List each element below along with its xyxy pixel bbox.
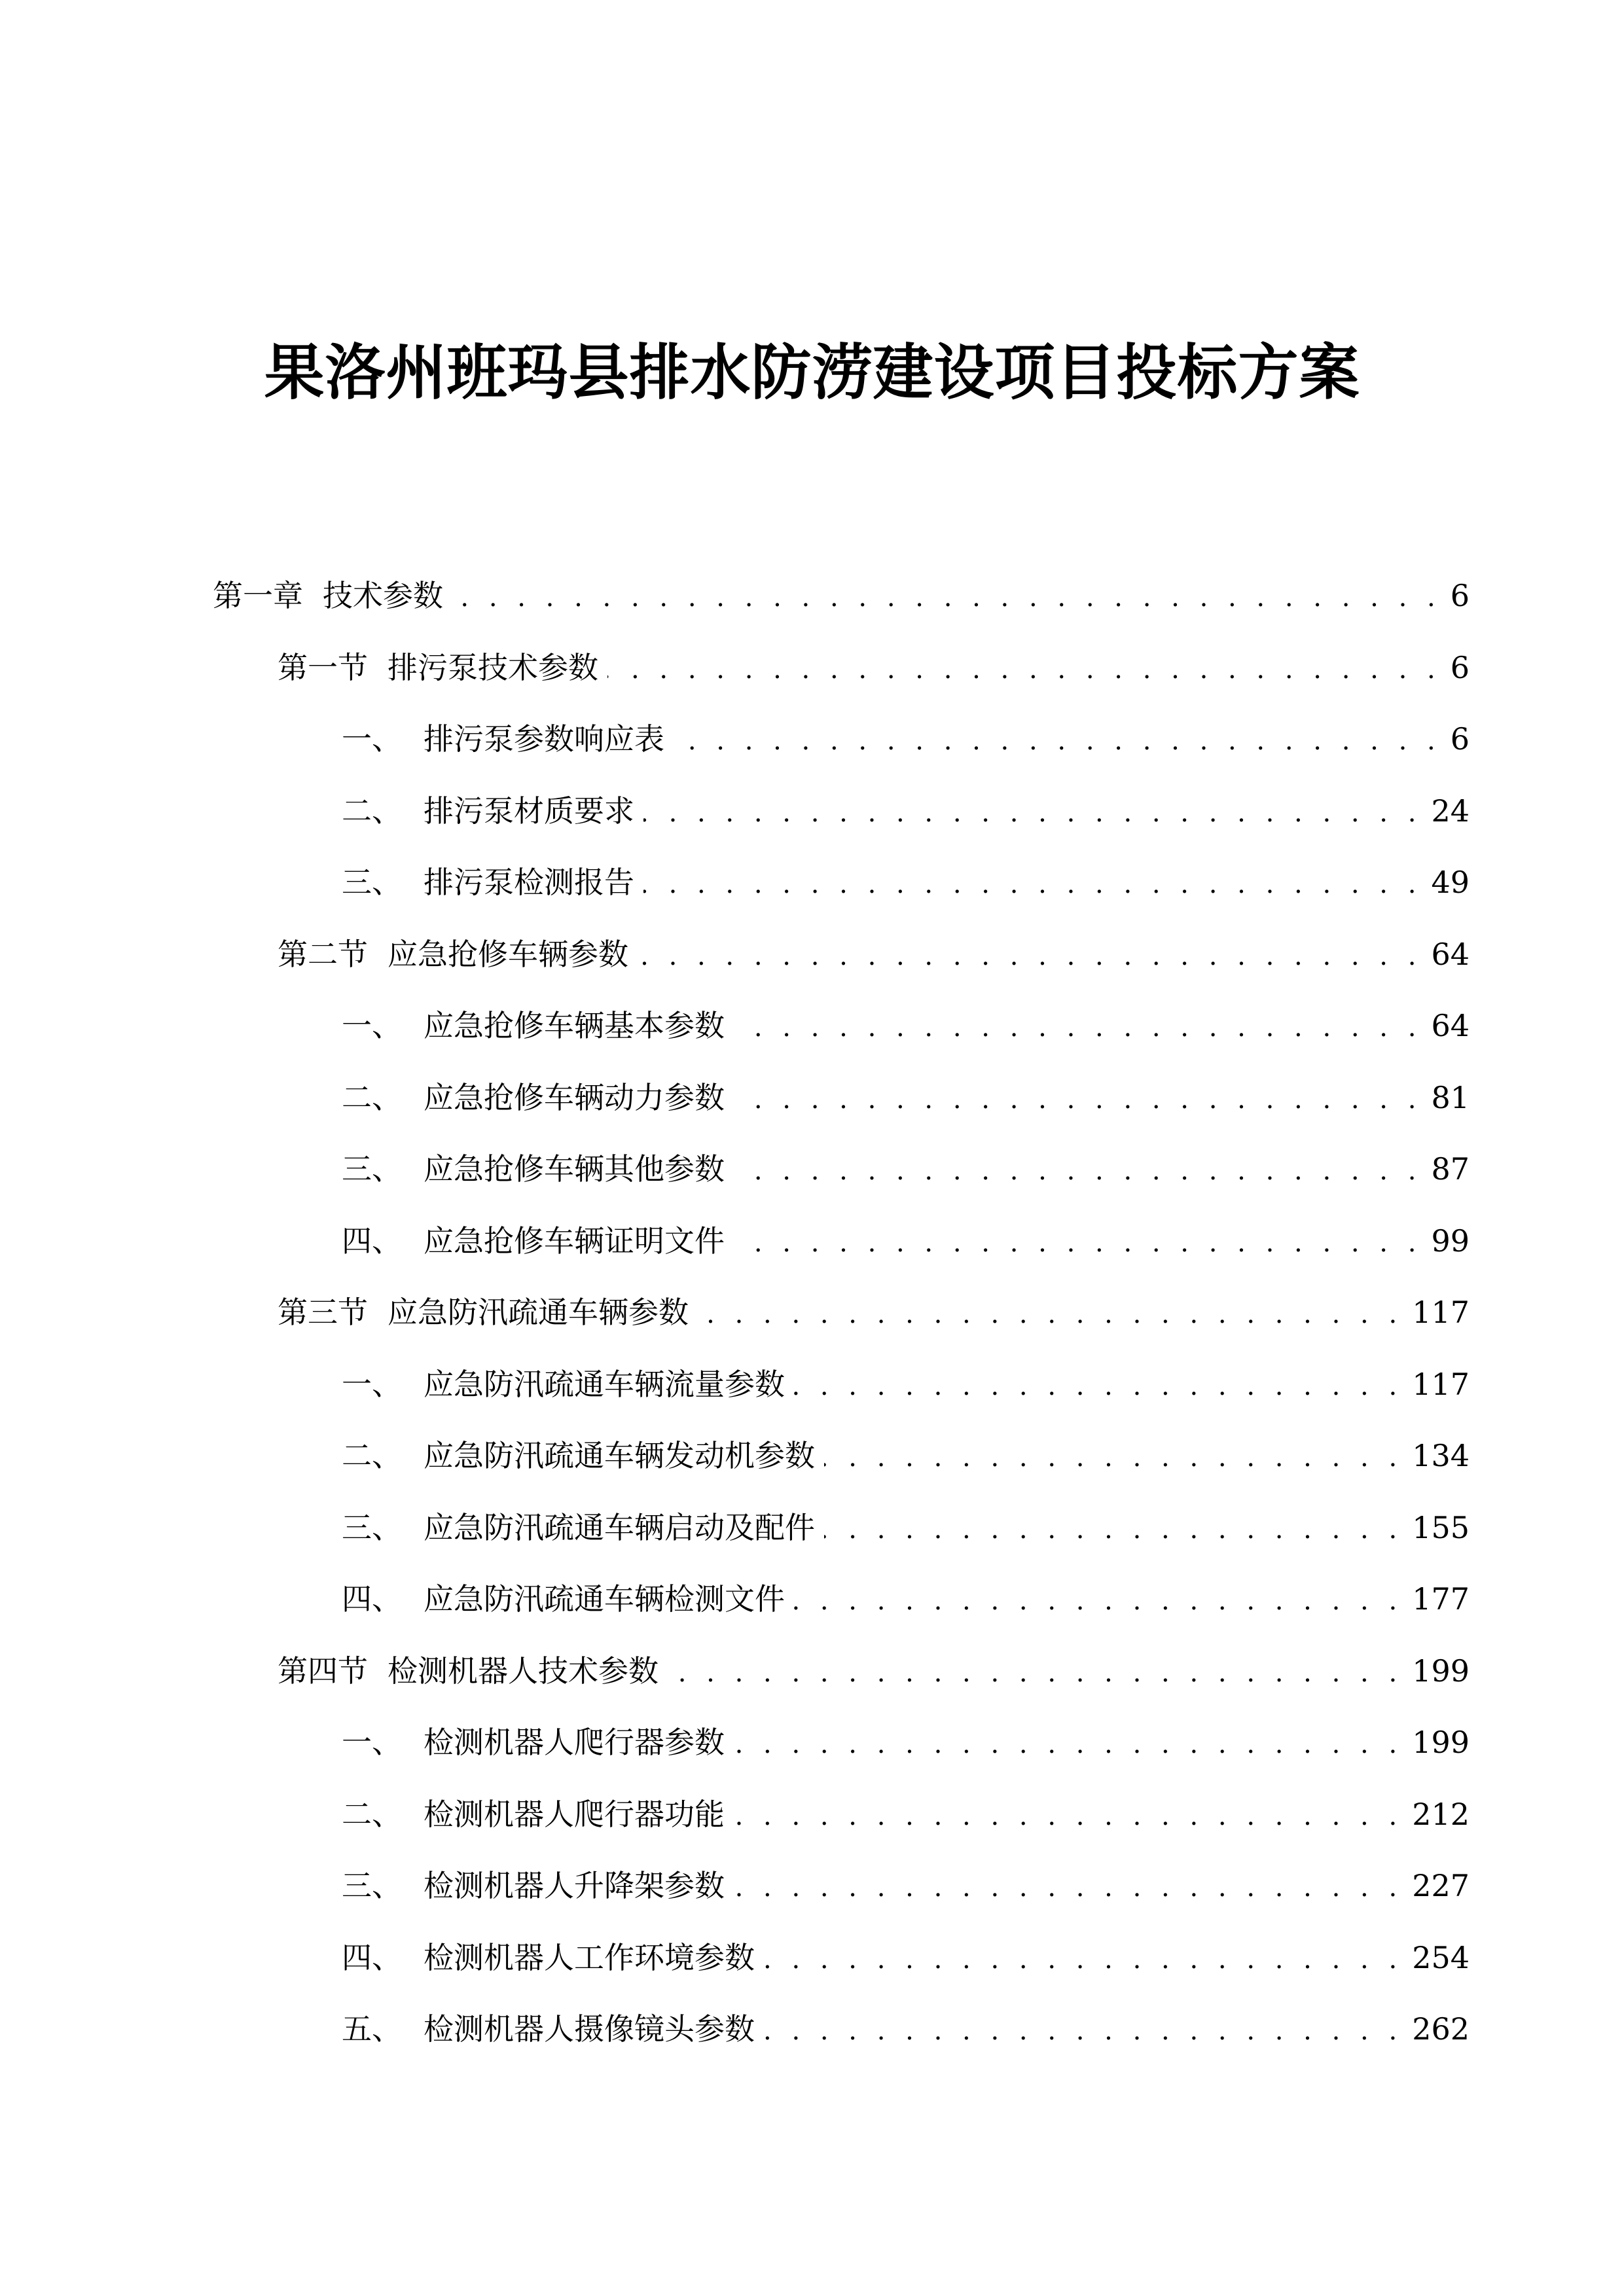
- toc-entry[interactable]: [278, 641, 1470, 694]
- toc-entry-title: 排污泵参数响应表: [424, 721, 664, 757]
- toc-entry-number: 二、: [342, 1796, 402, 1832]
- toc-entry[interactable]: [213, 569, 1470, 622]
- toc-dot-leader: [643, 787, 1422, 839]
- toc-page-number: 262: [1412, 2011, 1470, 2047]
- toc-entry-title: 检测机器人爬行器参数: [424, 1725, 725, 1760]
- toc-entry[interactable]: [342, 999, 1470, 1052]
- toc-dot-leader: [734, 1790, 1403, 1842]
- toc-dot-leader: [734, 1861, 1403, 1914]
- toc-entry[interactable]: [342, 2003, 1470, 2055]
- toc-dot-leader: [764, 2005, 1403, 2057]
- toc-dot-leader: [674, 715, 1441, 767]
- toc-page-number: 64: [1431, 1008, 1470, 1043]
- toc-entry-number: 四、: [342, 1581, 402, 1617]
- toc-page-number: 134: [1412, 1438, 1470, 1473]
- toc-entry-title: 技术参数: [323, 578, 443, 613]
- toc-page-number: 6: [1450, 649, 1470, 685]
- toc-entry-number: 三、: [342, 1868, 402, 1903]
- toc-entry-title: 应急抢修车辆证明文件: [424, 1223, 725, 1259]
- toc-entry[interactable]: [342, 1788, 1470, 1840]
- toc-entry-title: 应急防汛疏通车辆启动及配件: [424, 1509, 815, 1545]
- document-title: 果洛州班玛县排水防涝建设项目投标方案: [264, 338, 1360, 408]
- toc-entry-title: 应急抢修车辆动力参数: [424, 1079, 725, 1115]
- toc-entry-number: 三、: [342, 1509, 402, 1545]
- toc-entry-title: 排污泵检测报告: [424, 865, 634, 900]
- toc-entry-number: 第二节: [278, 936, 368, 972]
- toc-entry-number: 一、: [342, 1725, 402, 1760]
- toc-dot-leader: [638, 930, 1422, 982]
- toc-entry[interactable]: [342, 1143, 1470, 1195]
- toc-entry-title: 检测机器人摄像镜头参数: [424, 2011, 755, 2047]
- toc-entry-number: 一、: [342, 721, 402, 757]
- toc-entry-number: 一、: [342, 1008, 402, 1043]
- toc-entry[interactable]: [342, 1931, 1470, 1984]
- toc-page-number: 6: [1450, 578, 1470, 613]
- toc-dot-leader: [643, 858, 1422, 910]
- toc-dot-leader: [764, 1933, 1403, 1986]
- toc-page-number: 254: [1412, 1939, 1470, 1975]
- toc-entry[interactable]: [342, 1215, 1470, 1267]
- toc-dot-leader: [668, 1647, 1403, 1699]
- toc-entry-title: 应急防汛疏通车辆发动机参数: [424, 1438, 815, 1473]
- toc-entry-number: 第一章: [213, 578, 303, 613]
- toc-page-number: 81: [1431, 1079, 1470, 1115]
- toc-entry[interactable]: [342, 713, 1470, 765]
- toc-entry-title: 应急抢修车辆其他参数: [424, 1151, 725, 1187]
- toc-entry-number: 二、: [342, 1079, 402, 1115]
- toc-entry-number: 五、: [342, 2011, 402, 2047]
- toc-entry-title: 应急防汛疏通车辆参数: [388, 1295, 689, 1330]
- toc-entry-number: 第四节: [278, 1653, 368, 1689]
- toc-page-number: 155: [1412, 1509, 1470, 1545]
- toc-entry-number: 四、: [342, 1223, 402, 1259]
- toc-page-number: 199: [1412, 1653, 1470, 1689]
- toc-entry[interactable]: [342, 1859, 1470, 1912]
- toc-page-number: 227: [1412, 1868, 1470, 1903]
- toc-entry-title: 排污泵技术参数: [388, 649, 598, 685]
- toc-entry[interactable]: [342, 1501, 1470, 1554]
- toc-entry-number: 四、: [342, 1939, 402, 1975]
- toc-entry-number: 二、: [342, 793, 402, 829]
- toc-entry[interactable]: [278, 1645, 1470, 1697]
- toc-page-number: 6: [1450, 721, 1470, 757]
- toc-entry[interactable]: [342, 1358, 1470, 1410]
- toc-entry-number: 三、: [342, 1151, 402, 1187]
- toc-page-number: 199: [1412, 1725, 1470, 1760]
- toc-dot-leader: [824, 1431, 1403, 1484]
- toc-dot-leader: [734, 1145, 1422, 1197]
- toc-entry[interactable]: [278, 928, 1470, 980]
- toc-dot-leader: [824, 1503, 1403, 1556]
- toc-dot-leader: [734, 1217, 1422, 1269]
- toc-entry-title: 应急防汛疏通车辆流量参数: [424, 1366, 785, 1402]
- toc-page-number: 177: [1412, 1581, 1470, 1617]
- toc-page-number: 64: [1431, 936, 1470, 972]
- toc-entry-title: 检测机器人升降架参数: [424, 1868, 725, 1903]
- toc-dot-leader: [794, 1575, 1403, 1627]
- toc-entry[interactable]: [342, 1071, 1470, 1124]
- toc-dot-leader: [698, 1288, 1403, 1340]
- toc-page-number: 117: [1412, 1366, 1470, 1402]
- toc-entry-number: 三、: [342, 865, 402, 900]
- toc-dot-leader: [734, 1073, 1422, 1126]
- toc-dot-leader: [452, 571, 1441, 624]
- toc-dot-leader: [794, 1360, 1403, 1412]
- toc-page-number: 212: [1412, 1796, 1470, 1832]
- toc-entry[interactable]: [342, 1716, 1470, 1768]
- toc-entry[interactable]: [278, 1286, 1470, 1338]
- toc-page-number: 99: [1431, 1223, 1470, 1259]
- toc-entry-title: 排污泵材质要求: [424, 793, 634, 829]
- toc-entry[interactable]: [342, 1573, 1470, 1625]
- toc-entry-title: 检测机器人技术参数: [388, 1653, 659, 1689]
- toc-entry-title: 应急抢修车辆参数: [388, 936, 628, 972]
- toc-entry[interactable]: [342, 856, 1470, 908]
- toc-entry-number: 第三节: [278, 1295, 368, 1330]
- toc-entry[interactable]: [342, 1429, 1470, 1482]
- toc-page-number: 87: [1431, 1151, 1470, 1187]
- toc-dot-leader: [734, 1718, 1403, 1770]
- toc-dot-leader: [607, 643, 1441, 696]
- toc-page-number: 49: [1431, 865, 1470, 900]
- toc-entry-number: 第一节: [278, 649, 368, 685]
- toc-entry-title: 应急防汛疏通车辆检测文件: [424, 1581, 785, 1617]
- toc-entry-title: 检测机器人爬行器功能: [424, 1796, 725, 1832]
- toc-dot-leader: [734, 1001, 1422, 1054]
- toc-entry-title: 检测机器人工作环境参数: [424, 1939, 755, 1975]
- toc-entry-title: 应急抢修车辆基本参数: [424, 1008, 725, 1043]
- toc-page-number: 24: [1431, 793, 1470, 829]
- toc-entry[interactable]: [342, 785, 1470, 837]
- toc-page-number: 117: [1412, 1295, 1470, 1330]
- toc-entry-number: 二、: [342, 1438, 402, 1473]
- toc-entry-number: 一、: [342, 1366, 402, 1402]
